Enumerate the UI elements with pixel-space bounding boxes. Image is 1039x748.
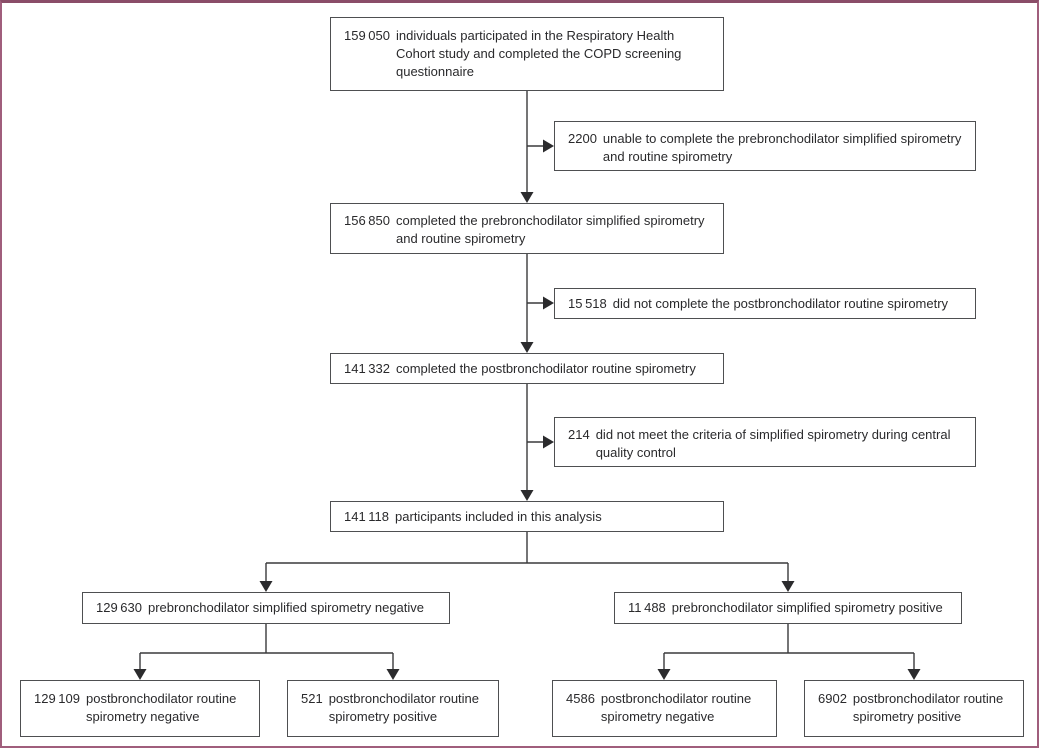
flow-box-excluded-unable-to-complete <box>554 121 976 171</box>
participant-count: 4586 <box>566 691 595 706</box>
flow-box-simplified-spirometry-negative <box>82 592 450 624</box>
participant-count: 141 332 <box>344 361 390 376</box>
flow-box-pos-routine-negative <box>552 680 777 737</box>
flow-box-text: prebronchodilator simplified spirometry negative <box>147 600 425 615</box>
flow-box-included-in-analysis <box>330 501 724 532</box>
participant-count: 129 630 <box>96 600 142 615</box>
arrowhead-right <box>543 140 554 153</box>
arrowhead-down <box>260 581 273 592</box>
flow-box-pos-routine-positive <box>804 680 1024 737</box>
flow-box-text: did not meet the criteria of simplified spirometry during central quality control <box>595 427 951 460</box>
participant-count: 159 050 <box>344 28 390 43</box>
arrowhead-down <box>387 669 400 680</box>
flow-box-text: postbronchodilator routine spirometry negative <box>600 691 752 724</box>
flow-box-enrolled <box>330 17 724 91</box>
participant-count: 6902 <box>818 691 847 706</box>
flow-box-excluded-no-postbronchodilator <box>554 288 976 319</box>
connector-line <box>664 624 914 678</box>
flow-box-excluded-quality-control <box>554 417 976 467</box>
flow-box-neg-routine-negative <box>20 680 260 737</box>
flow-box-text: participants included in this analysis <box>395 509 602 524</box>
arrowhead-down <box>521 192 534 203</box>
flow-box-completed-postbronchodilator <box>330 353 724 384</box>
arrowhead-down <box>908 669 921 680</box>
flow-box-simplified-spirometry-positive <box>614 592 962 624</box>
flow-box-text: did not complete the postbronchodilator routine spirometry <box>612 296 949 311</box>
participant-count: 521 <box>301 691 323 706</box>
participant-count: 141 118 <box>344 509 390 524</box>
participant-count: 2200 <box>568 131 597 146</box>
flow-box-text: individuals participated in the Respiratory Health Cohort study and completed the COPD screening questionnaire <box>395 28 682 79</box>
flow-box-text: prebronchodilator simplified spirometry positive <box>671 600 943 615</box>
arrowhead-right <box>543 436 554 449</box>
flow-box-text: unable to complete the prebronchodilator simplified spirometry and routine spirometry <box>602 131 962 164</box>
arrowhead-down <box>658 669 671 680</box>
flow-box-completed-prebronchodilator <box>330 203 724 254</box>
participant-count: 129 109 <box>34 691 80 706</box>
arrowhead-right <box>543 297 554 310</box>
connector-line <box>140 624 393 678</box>
participant-count: 11 488 <box>628 600 666 615</box>
participant-count: 15 518 <box>568 296 607 311</box>
flow-box-neg-routine-positive <box>287 680 499 737</box>
participant-count: 214 <box>568 427 590 442</box>
arrowhead-down <box>782 581 795 592</box>
connector-line <box>266 532 788 590</box>
flow-box-text: completed the postbronchodilator routine spirometry <box>395 361 696 376</box>
participant-count: 156 850 <box>344 213 390 228</box>
arrowhead-down <box>521 490 534 501</box>
flow-box-text: completed the prebronchodilator simplified spirometry and routine spirometry <box>395 213 705 246</box>
flow-box-text: postbronchodilator routine spirometry positive <box>852 691 1004 724</box>
flow-box-text: postbronchodilator routine spirometry positive <box>328 691 480 724</box>
arrowhead-down <box>134 669 147 680</box>
arrowhead-down <box>521 342 534 353</box>
flow-box-text: postbronchodilator routine spirometry negative <box>85 691 237 724</box>
